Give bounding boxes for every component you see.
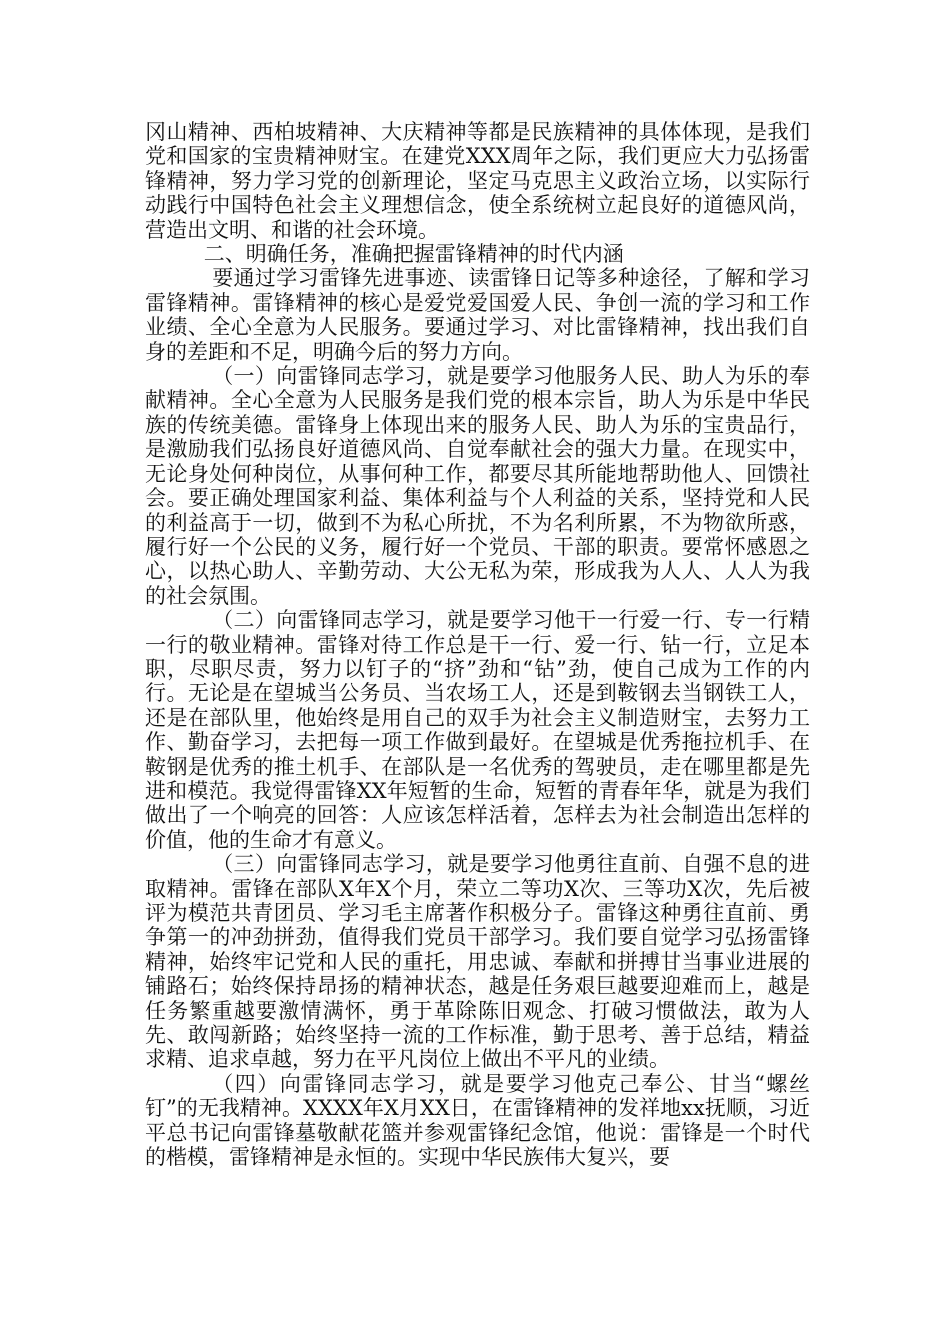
paragraph-item-3: （三）向雷锋同志学习，就是要学习他勇往直前、自强不息的进取精神。雷锋在部队X年X个月，荣立二等功X次、三等功X次，先后被评为模范共青团员、学习毛主席著作积极分子。雷锋这种勇往直前、勇争第一的冲劲拼劲，值得我们党员干部学习。我们要自觉学习弘扬雷锋精神，始终牢记党和人民的重托，用忠诚、奉献和拼搏甘当事业进展的铺路石；始终保持昂扬的精神状态，越是任务艰巨越要迎难而上，越是任务繁重越要激情满怀，勇于革除陈旧观念、打破习惯做法，敢为人先、敢闯新路；始终坚持一流的工作标准，勤于思考、善于总结，精益求精、追求卓越，努力在平凡岗位上做出不平凡的业绩。	[145, 852, 810, 1072]
section-heading: 二、明确任务，准确把握雷锋精神的时代内涵	[203, 242, 624, 267]
paragraph-continuation: 冈山精神、西柏坡精神、大庆精神等都是民族精神的具体体现，是我们党和国家的宝贵精神财宝。在建党XXX周年之际，我们更应大力弘扬雷锋精神，努力学习党的创新理论，坚定马克思主义政治立场，以实际行动践行中国特色社会主义理想信念，使全系统树立起良好的道德风尚，营造出文明、和谐的社会环境。	[145, 120, 810, 242]
paragraph-item-4: （四）向雷锋同志学习，就是要学习他克己奉公、甘当“螺丝钉”的无我精神。XXXX年X月XX日，在雷锋精神的发祥地xx抚顺，习近平总书记向雷锋墓敬献花篮并参观雷锋纪念馆，他说：雷锋是一个时代的楷模，雷锋精神是永恒的。实现中华民族伟大复兴，要	[145, 1071, 810, 1170]
body-text	[145, 120, 810, 1169]
paragraph-item-1: （一）向雷锋同志学习，就是要学习他服务人民、助人为乐的奉献精神。全心全意为人民服务是我们党的根本宗旨，助人为乐是中华民族的传统美德。雷锋身上体现出来的服务人民、助人为乐的宝贵品行，是激励我们弘扬良好道德风尚、自觉奉献社会的强大力量。在现实中，无论身处何种岗位，从事何种工作，都要尽其所能地帮助他人、回馈社会。要正确处理国家利益、集体利益与个人利益的关系，坚持党和人民的利益高于一切，做到不为私心所扰，不为名利所累，不为物欲所惑，履行好一个公民的义务，履行好一个党员、干部的职责。要常怀感恩之心，以热心助人、辛勤劳动、大公无私为荣，形成我为人人、人人为我的社会氛围。	[145, 364, 810, 608]
paragraph-intro: 要通过学习雷锋先进事迹、读雷锋日记等多种途径，了解和学习雷锋精神。雷锋精神的核心是爱党爱国爱人民、争创一流的学习和工作业绩、全心全意为人民服务。要通过学习、对比雷锋精神，找出我们自身的差距和不足，明确今后的努力方向。	[145, 266, 810, 364]
paragraph-item-2: （二）向雷锋同志学习，就是要学习他干一行爱一行、专一行精一行的敬业精神。雷锋对待工作总是干一行、爱一行、钻一行，立足本职，尽职尽责，努力以钉子的“挤”劲和“钻”劲，使自己成为工作的内行。无论是在望城当公务员、当农场工人，还是到鞍钢去当钢铁工人，还是在部队里，他始终是用自己的双手为社会主义制造财宝，去努力工作、勤奋学习，去把每一项工作做到最好。在望城是优秀拖拉机手、在鞍钢是优秀的推土机手、在部队是一名优秀的驾驶员，走在哪里都是先进和模范。我觉得雷锋XX年短暂的生命，短暂的青春年华，就是为我们做出了一个响亮的回答：人应该怎样活着，怎样去为社会制造出怎样的价值，他的生命才有意义。	[145, 608, 810, 852]
